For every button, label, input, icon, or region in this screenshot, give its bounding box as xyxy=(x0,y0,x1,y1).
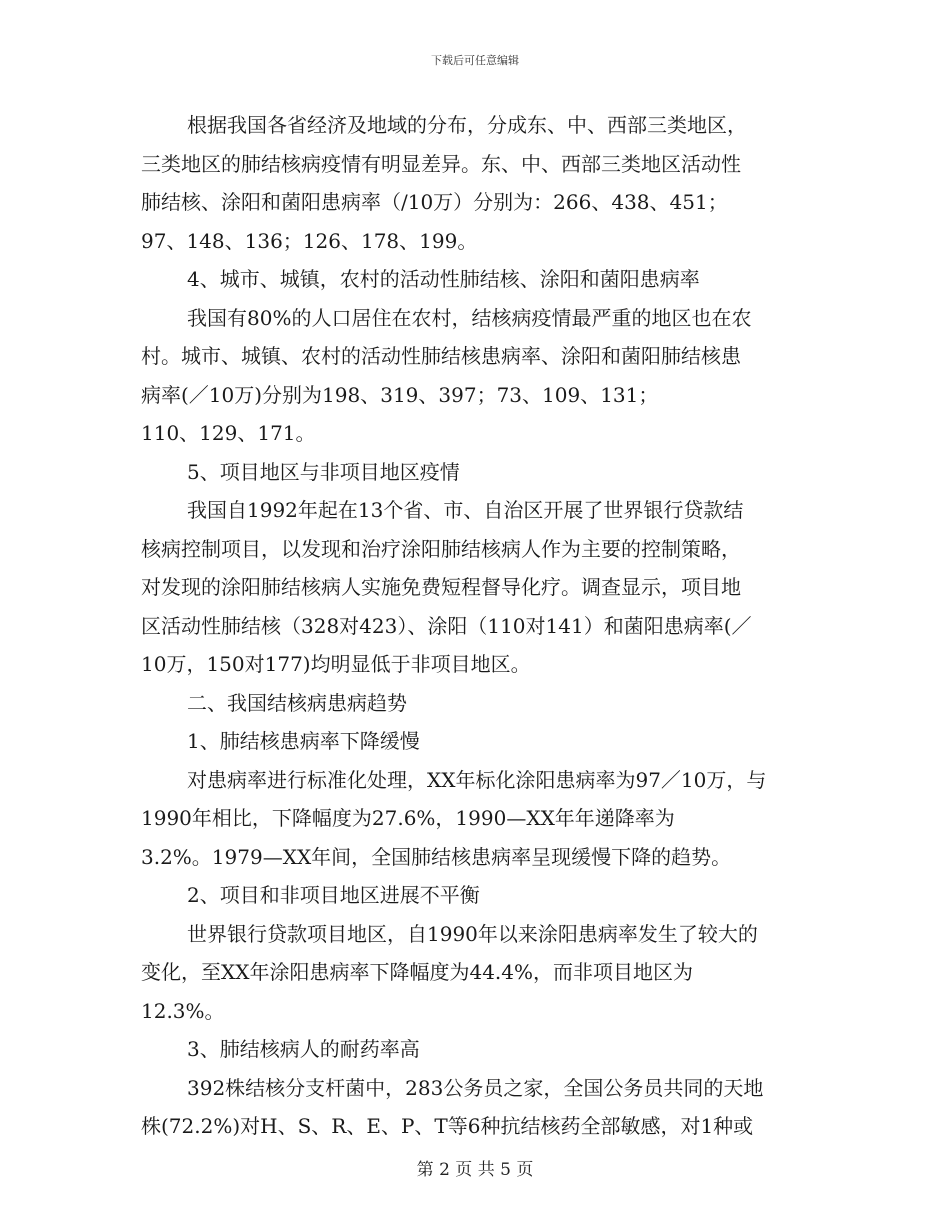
text-line: 根据我国各省经济及地域的分布，分成东、中、西部三类地区， xyxy=(187,113,747,137)
paragraph-project-areas xyxy=(141,491,813,684)
page-header: 下载后可任意编辑 xyxy=(431,54,519,67)
text-line: 110、129、171。 xyxy=(141,421,316,445)
text-line: 3、肺结核病人的耐药率高 xyxy=(187,1037,420,1061)
paragraph-drug-resistance xyxy=(141,1069,813,1146)
text-line: 1、肺结核患病率下降缓慢 xyxy=(187,729,420,753)
heading-urban-rural xyxy=(141,260,813,299)
text-line: 世界银行贷款项目地区，自1990年以来涂阳患病率发生了较大的 xyxy=(187,921,758,946)
text-line: 核病控制项目，以发现和治疗涂阳肺结核病人作为主要的控制策略， xyxy=(141,536,741,561)
text-line: 三类地区的肺结核病疫情有明显差异。东、中、西部三类地区活动性 xyxy=(141,151,741,176)
page-footer: 第 2 页 共 5 页 xyxy=(416,1160,534,1180)
text-line: 97、148、136；126、178、199。 xyxy=(141,228,478,253)
text-line: 对发现的涂阳肺结核病人实施免费短程督导化疗。调查显示，项目地 xyxy=(141,575,741,599)
text-line: 我国自1992年起在13个省、市、自治区开展了世界银行贷款结 xyxy=(187,498,744,522)
text-line: 我国有80%的人口居住在农村，结核病疫情最严重的地区也在农 xyxy=(187,305,752,330)
text-line: 12.3%。 xyxy=(141,998,225,1023)
paragraph-urban-rural xyxy=(141,299,813,453)
text-line: 株(72.2%)对H、S、R、E、P、T等6种抗结核药全部敏感，对1种或 xyxy=(141,1114,754,1138)
text-line: 392株结核分支杆菌中，283公务员之家，全国公务员共同的天地 xyxy=(187,1075,764,1100)
heading-slow-decline xyxy=(141,722,813,761)
text-line: 二、我国结核病患病趋势 xyxy=(187,690,407,715)
heading-project-areas xyxy=(141,453,813,492)
text-line: 2、项目和非项目地区进展不平衡 xyxy=(187,883,480,907)
heading-section-two xyxy=(141,684,813,723)
text-line: 5、项目地区与非项目地区疫情 xyxy=(187,459,460,484)
text-line: 病率(／10万)分别为198、319、397；73、109、131； xyxy=(141,382,659,407)
document-body xyxy=(141,106,813,1146)
text-line: 村。城市、城镇、农村的活动性肺结核患病率、涂阳和菌阳肺结核患 xyxy=(141,344,741,368)
paragraph-slow-decline xyxy=(141,761,813,877)
text-line: 肺结核、涂阳和菌阳患病率（/10万）分别为：266、438、451； xyxy=(141,190,728,214)
text-line: 3.2%。1979—XX年间，全国肺结核患病率呈现缓慢下降的趋势。 xyxy=(141,844,732,869)
text-line: 对患病率进行标准化处理，XX年标化涂阳患病率为97／10万，与 xyxy=(187,767,767,792)
heading-drug-resistance xyxy=(141,1030,813,1069)
text-line: 4、城市、城镇，农村的活动性肺结核、涂阳和菌阳患病率 xyxy=(187,267,700,291)
heading-uneven-progress xyxy=(141,876,813,915)
text-line: 变化，至XX年涂阳患病率下降幅度为44.4%，而非项目地区为 xyxy=(141,960,694,984)
paragraph-regional-rates xyxy=(141,106,813,260)
text-line: 1990年相比，下降幅度为27.6%，1990—XX年年递降率为 xyxy=(141,806,675,830)
text-line: 区活动性肺结核（328对423）、涂阳（110对141）和菌阳患病率(／ xyxy=(141,613,752,638)
text-line: 10万，150对177)均明显低于非项目地区。 xyxy=(141,652,531,676)
paragraph-uneven-progress xyxy=(141,915,813,1031)
